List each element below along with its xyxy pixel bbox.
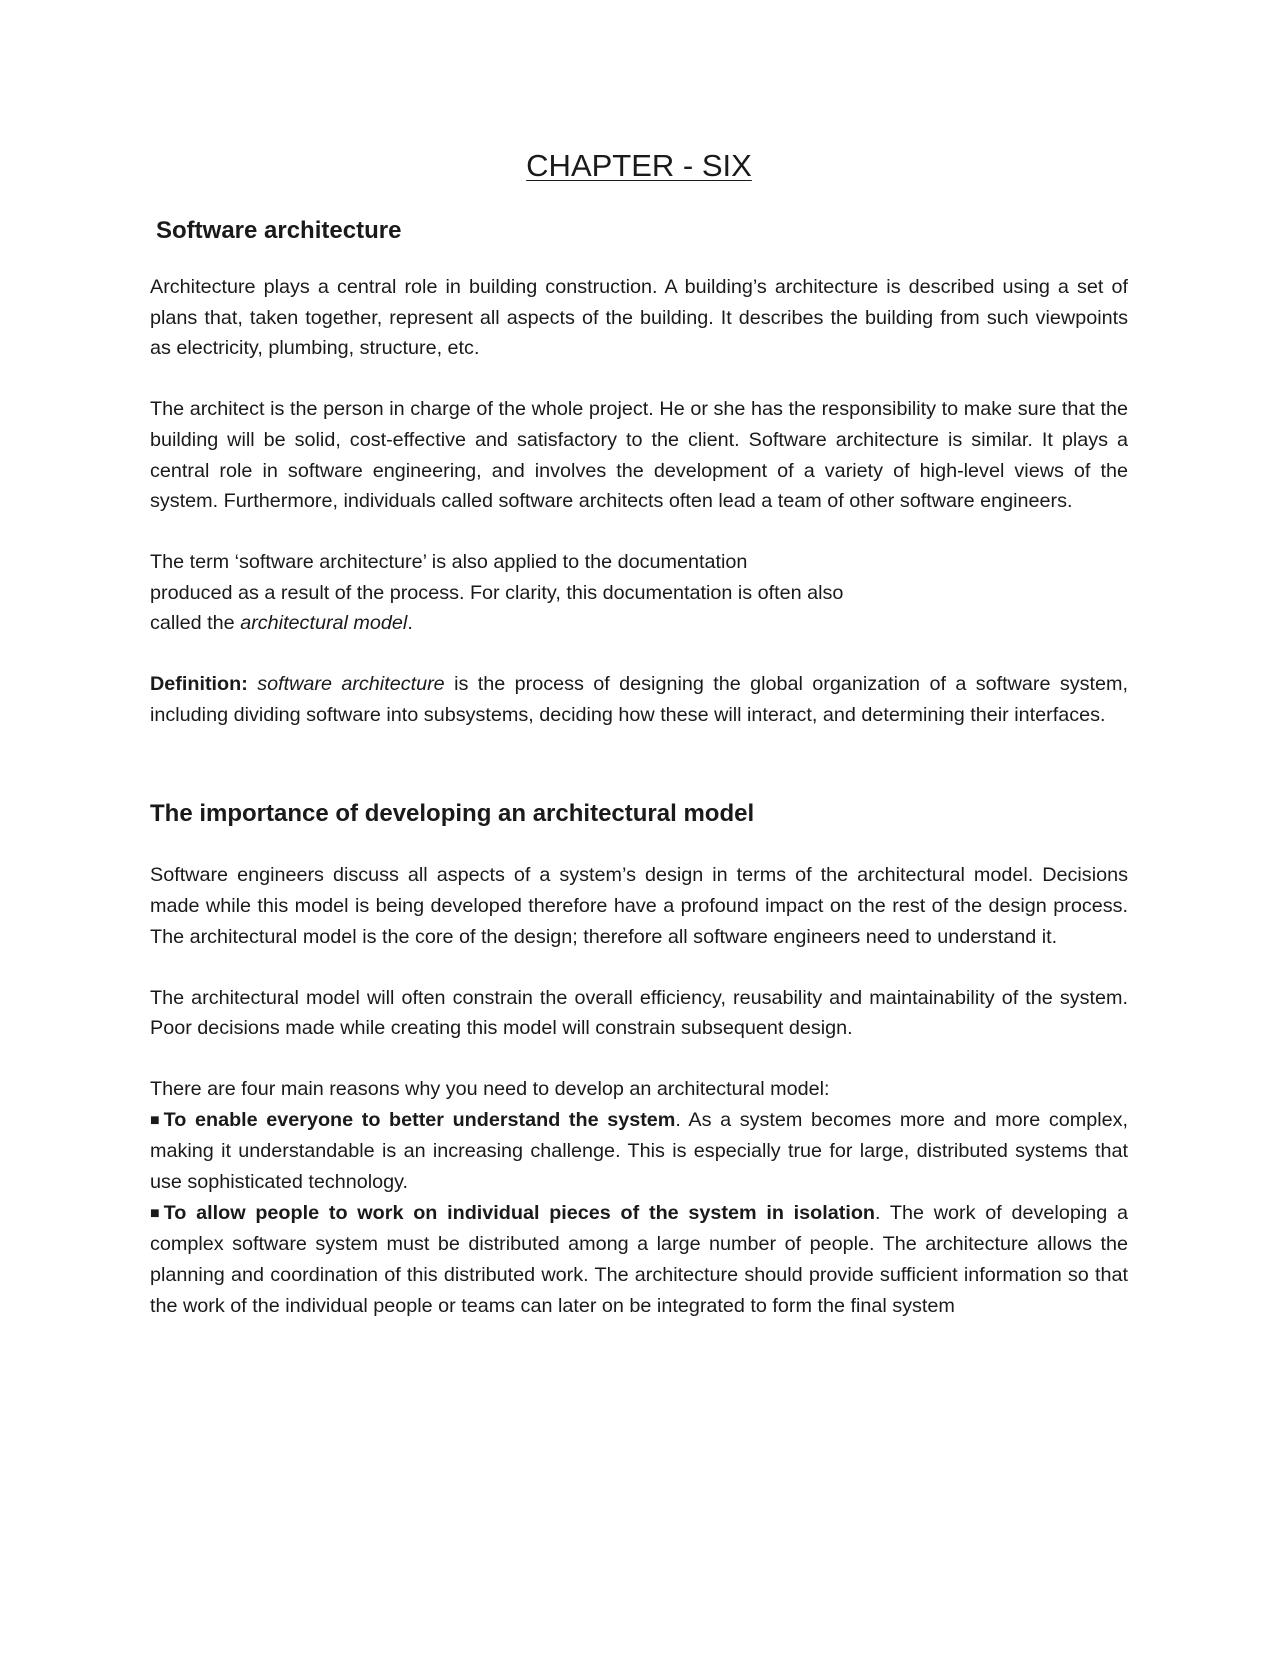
section-heading-software-architecture: Software architecture [156,217,402,244]
paragraph-term-line-3-suffix: . [407,612,413,635]
chapter-title: CHAPTER - SIX [526,148,752,183]
document-page [150,148,1128,1322]
list-item-reason-1 [150,1105,1128,1198]
paragraph-term-definition [150,547,1128,639]
bullet-square-icon: ■ [150,1204,160,1222]
paragraph-term-line-3-prefix: called the [150,612,241,635]
reason-1-title: To enable everyone to better understand the system [163,1108,676,1131]
paragraph-definition [150,669,1128,730]
paragraph-term-line-1: The term ‘software architecture’ is also applied to the documentation [150,550,748,573]
definition-label: Definition: [150,673,248,696]
bullet-square-icon: ■ [150,1111,160,1129]
paragraph-architect-role: The architect is the person in charge of the whole project. He or she has the responsibility to make sure that the building will be solid, cost-effective and satisfactory to the client. Software architecture is similar. It plays a central role in software engineering, and involves the development of a variety of high-level views of the system. Furthermore, individuals called software architects often lead a team of other software engineers. [150,398,1128,513]
definition-term: software architecture [257,673,445,696]
paragraph-reasons-intro: There are four main reasons why you need to develop an architectural model: [150,1077,830,1100]
paragraph-building-architecture: Architecture plays a central role in building construction. A building’s architecture is described using a set of plans that, taken together, represent all aspects of the building. It describes the building from such viewpoints as electricity, plumbing, structure, etc. [150,276,1128,360]
reason-2-title: To allow people to work on individual pieces of the system in isolation [163,1201,876,1224]
reason-2-text: . The work of developing a complex software system must be distributed among a large number of people. The architecture allows the planning and coordination of this distributed work. The architecture should provide sufficient information so that the work of the individual people or teams can later on be integrated to form the final system [150,1201,1128,1317]
reason-1-text: . As a system becomes more and more complex, making it understandable is an increasing challenge. This is especially true for large, distributed systems that use sophisticated technology. [150,1108,1128,1194]
paragraph-engineers-discuss: Software engineers discuss all aspects of a system’s design in terms of the architectural model. Decisions made while this model is being developed therefore have a profound impact on the rest of the design process. The architectural model is the core of the design; therefore all software engineers need to understand it. [150,864,1128,948]
architectural-model-term: architectural model [240,612,408,635]
paragraph-model-constrains: The architectural model will often constrain the overall efficiency, reusability and maintainability of the system. Poor decisions made while creating this model will constrain subsequent design. [150,986,1128,1040]
section-heading-importance: The importance of developing an architectural model [150,800,755,828]
list-item-reason-2 [150,1198,1128,1322]
paragraph-term-line-2: produced as a result of the process. For clarity, this documentation is often also [150,581,844,604]
definition-text: is the process of designing the global organization of a software system, including dividing software into subsystems, deciding how these will interact, and determining their interfaces. [150,673,1128,726]
